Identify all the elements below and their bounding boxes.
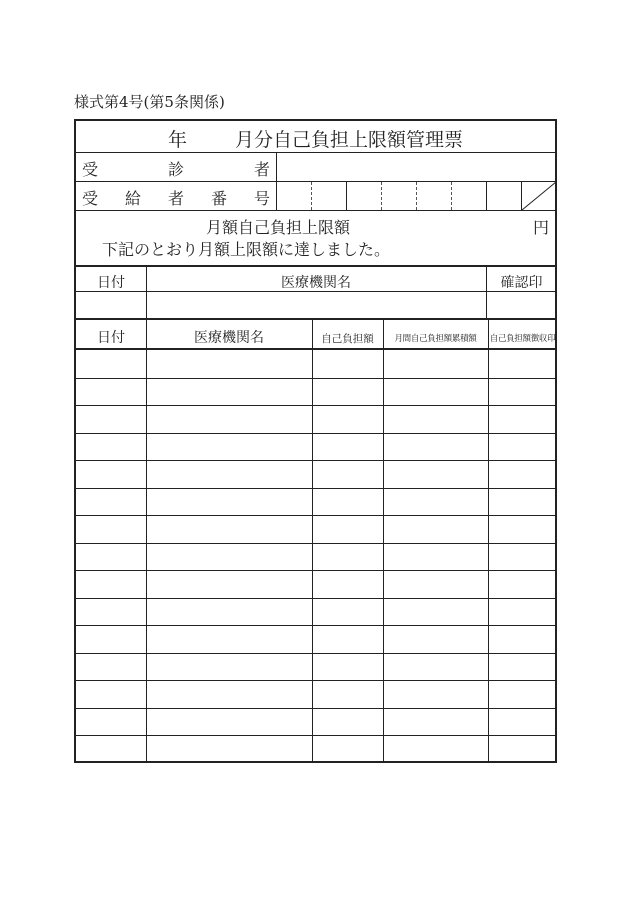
ledger-institution-cell[interactable] [147, 680, 312, 707]
ledger-copay-cell[interactable] [313, 653, 383, 680]
ledger-institution-header: 医療機関名 [194, 330, 264, 346]
ledger-stamp-cell[interactable] [489, 735, 557, 762]
table-row [76, 433, 555, 461]
ledger-institution-cell[interactable] [147, 625, 312, 652]
ledger-stamp-cell[interactable] [489, 515, 557, 542]
limit-reached-notice: 下記のとおり月額上限額に達しました。 [102, 240, 391, 259]
monthly-limit-amount-field[interactable] [376, 213, 536, 235]
ledger-cumulative-cell[interactable] [384, 680, 488, 707]
ledger-copay-cell[interactable] [313, 625, 383, 652]
table-row [76, 680, 555, 708]
ledger-copay-cell[interactable] [313, 378, 383, 405]
confirm-date-cell[interactable] [76, 292, 146, 318]
ledger-stamp-cell[interactable] [489, 405, 557, 432]
ledger-cumulative-cell[interactable] [384, 350, 488, 377]
table-row [76, 378, 555, 406]
sheet-title [76, 125, 555, 152]
confirm-seal-header: 確認印 [500, 275, 543, 291]
ledger-copay-header: 自己負担額 [321, 333, 374, 345]
recipient-label: 受 診 者 [82, 160, 270, 179]
ledger-date-cell[interactable] [76, 680, 146, 707]
ledger-date-cell[interactable] [76, 653, 146, 680]
confirm-institution-header: 医療機関名 [281, 275, 351, 291]
ledger-institution-cell[interactable] [147, 543, 312, 570]
ledger-institution-cell[interactable] [147, 708, 312, 735]
ledger-date-cell[interactable] [76, 625, 146, 652]
ledger-stamp-cell[interactable] [489, 378, 557, 405]
ledger-copay-cell[interactable] [313, 708, 383, 735]
table-row [76, 515, 555, 543]
table-row [76, 570, 555, 598]
ledger-stamp-cell[interactable] [489, 653, 557, 680]
ledger-cumulative-cell[interactable] [384, 708, 488, 735]
ledger-institution-cell[interactable] [147, 378, 312, 405]
ledger-institution-cell[interactable] [147, 433, 312, 460]
recipient-name-field[interactable] [277, 153, 557, 181]
management-sheet [74, 119, 557, 763]
ledger-stamp-cell[interactable] [489, 433, 557, 460]
ledger-copay-cell[interactable] [313, 405, 383, 432]
ledger-date-cell[interactable] [76, 708, 146, 735]
ledger-institution-cell[interactable] [147, 735, 312, 762]
ledger-cumulative-cell[interactable] [384, 405, 488, 432]
ledger-cumulative-cell[interactable] [384, 653, 488, 680]
ledger-cumulative-header: 月間自己負担額累積額 [394, 334, 477, 344]
table-row [76, 405, 555, 433]
ledger-copay-cell[interactable] [313, 433, 383, 460]
ledger-copay-cell[interactable] [313, 735, 383, 762]
ledger-cumulative-cell[interactable] [384, 735, 488, 762]
table-row [76, 625, 555, 653]
form-number-label: 様式第4号(第5条関係) [74, 93, 225, 111]
table-row [76, 735, 555, 763]
recipient-id-label: 受 給 者 番 号 [82, 189, 270, 208]
ledger-date-cell[interactable] [76, 378, 146, 405]
yen-label: 円 [532, 218, 549, 237]
ledger-institution-cell[interactable] [147, 515, 312, 542]
ledger-date-cell[interactable] [76, 598, 146, 625]
id-cell-slash [486, 182, 556, 210]
ledger-cumulative-cell[interactable] [384, 625, 488, 652]
ledger-date-cell[interactable] [76, 433, 146, 460]
ledger-date-cell[interactable] [76, 543, 146, 570]
ledger-cumulative-cell[interactable] [384, 543, 488, 570]
ledger-cumulative-cell[interactable] [384, 515, 488, 542]
monthly-limit-label: 月額自己負担上限額 [206, 218, 351, 237]
title-main: 月分自己負担上限額管理票 [235, 129, 464, 151]
ledger-cumulative-cell[interactable] [384, 598, 488, 625]
table-row [76, 598, 555, 626]
ledger-stamp-cell[interactable] [489, 680, 557, 707]
table-row [76, 488, 555, 516]
confirm-institution-cell[interactable] [147, 292, 486, 318]
ledger-copay-cell[interactable] [313, 515, 383, 542]
ledger-stamp-cell[interactable] [489, 625, 557, 652]
ledger-institution-cell[interactable] [147, 350, 312, 377]
ledger-cumulative-cell[interactable] [384, 378, 488, 405]
ledger-copay-cell[interactable] [313, 460, 383, 487]
ledger-stamp-cell[interactable] [489, 488, 557, 515]
ledger-date-header: 日付 [97, 330, 125, 346]
table-row [76, 708, 555, 736]
ledger-copay-cell[interactable] [313, 350, 383, 377]
confirm-seal-cell[interactable] [487, 292, 557, 318]
ledger-cumulative-cell[interactable] [384, 433, 488, 460]
ledger-date-cell[interactable] [76, 405, 146, 432]
ledger-copay-cell[interactable] [313, 598, 383, 625]
ledger-institution-cell[interactable] [147, 598, 312, 625]
table-row [76, 653, 555, 681]
ledger-institution-cell[interactable] [147, 653, 312, 680]
table-row [76, 460, 555, 488]
ledger-stamp-header: 自己負担額徴収印 [489, 334, 556, 344]
ledger-cumulative-cell[interactable] [384, 460, 488, 487]
ledger-stamp-cell[interactable] [489, 350, 557, 377]
ledger-stamp-cell[interactable] [489, 460, 557, 487]
ledger-date-cell[interactable] [76, 460, 146, 487]
ledger-stamp-cell[interactable] [489, 543, 557, 570]
ledger-date-cell[interactable] [76, 570, 146, 597]
ledger-institution-cell[interactable] [147, 460, 312, 487]
ledger-institution-cell[interactable] [147, 488, 312, 515]
ledger-date-cell[interactable] [76, 735, 146, 762]
ledger-date-cell[interactable] [76, 350, 146, 377]
ledger-copay-cell[interactable] [313, 488, 383, 515]
table-row [76, 543, 555, 571]
ledger-copay-cell[interactable] [313, 543, 383, 570]
ledger-stamp-cell[interactable] [489, 708, 557, 735]
ledger-cumulative-cell[interactable] [384, 488, 488, 515]
ledger-institution-cell[interactable] [147, 405, 312, 432]
ledger-date-cell[interactable] [76, 515, 146, 542]
ledger-cumulative-cell[interactable] [384, 570, 488, 597]
confirm-date-header: 日付 [97, 275, 125, 291]
ledger-copay-cell[interactable] [313, 680, 383, 707]
ledger-stamp-cell[interactable] [489, 570, 557, 597]
ledger-date-cell[interactable] [76, 488, 146, 515]
ledger-stamp-cell[interactable] [489, 598, 557, 625]
table-row [76, 350, 555, 378]
ledger-copay-cell[interactable] [313, 570, 383, 597]
title-year: 年 [167, 129, 187, 151]
ledger-institution-cell[interactable] [147, 570, 312, 597]
